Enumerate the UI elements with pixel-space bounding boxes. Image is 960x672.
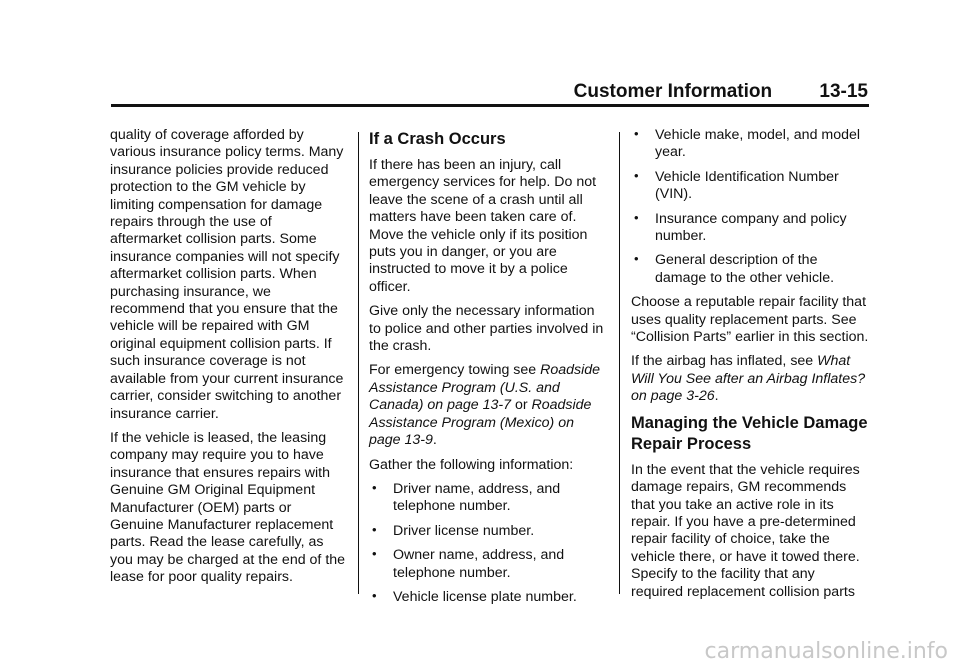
bullet-icon: • — [634, 209, 639, 225]
bullet-icon: • — [634, 126, 639, 141]
page-number: 13-15 — [819, 81, 868, 102]
list-item-text: General description of the damage to the other vehicle. — [655, 252, 835, 286]
watermark: carmanualsonline.info — [704, 639, 948, 664]
bullet-icon: • — [372, 587, 377, 603]
paragraph: If there has been an injury, call emergency services for help. Do not leave the scene of a crash until all matters have been taken care of. Move the vehicle only if its position puts you in danger, or you are instructed to move it by a police officer. — [369, 157, 597, 295]
bullet-list — [631, 127, 869, 287]
text: . — [432, 432, 437, 449]
list-item — [631, 252, 869, 287]
paragraph-towing — [369, 362, 607, 449]
list-item-text: Vehicle make, model, and model year. — [655, 127, 861, 161]
paragraph: Give only the necessary information to police and other parties involved in the crash. — [369, 303, 604, 355]
paragraph: quality of coverage afforded by various insurance policy terms. Many insurance policies provide reduced protection to the GM vehicle by limiting compensation for damage repairs through the use of aftermarket collision parts. Some insurance companies will not specify aftermarket collision parts. When purchasing insurance, we recommend that you ensure that the vehicle will be repaired with GM original equipment collision parts. If such insurance coverage is not available from your current insurance carrier, consider switching to another insurance carrier. — [110, 127, 344, 422]
text: . — [714, 388, 719, 405]
bullet-icon: • — [372, 521, 377, 537]
list-item-text: Driver license number. — [393, 522, 535, 539]
section-title: Customer Information — [573, 81, 773, 102]
paragraph: Choose a reputable repair facility that uses quality replacement parts. See “Collision Parts” earlier in this section. — [631, 294, 869, 346]
list-item-text: Insurance company and policy number. — [655, 210, 847, 245]
bullet-icon: • — [372, 546, 377, 562]
list-item-text: Owner name, address, and telephone number. — [393, 547, 565, 581]
text: For emergency towing see — [369, 362, 541, 379]
text: If the airbag has inflated, see — [631, 353, 818, 370]
list-item — [631, 211, 869, 246]
column-3 — [631, 127, 869, 608]
section-heading: If a Crash Occurs — [369, 130, 506, 148]
list-item — [369, 589, 607, 606]
bullet-icon: • — [372, 479, 377, 495]
paragraph: In the event that the vehicle requires damage repairs, GM recommends that you take an active role in its repair. If you have a pre-determined repair facility of choice, take the vehicle there, or have it towed there. Specify to the facility that any required replacement collision parts — [631, 461, 860, 600]
column-divider-1 — [358, 132, 359, 594]
column-2 — [369, 129, 607, 613]
cross-reference-link[interactable]: Roadside Assistance Program (Mexico) on page 13-9 — [369, 397, 592, 449]
column-1 — [110, 127, 346, 594]
cross-reference-link[interactable]: Roadside Assistance Program (U.S. and Canada) on page 13-7 — [369, 362, 601, 414]
list-item — [369, 481, 607, 516]
paragraph-airbag — [631, 353, 869, 405]
list-item — [631, 127, 869, 162]
paragraph: If the vehicle is leased, the leasing company may require you to have insurance that ensures repairs with Genuine GM Original Equipment Manufacturer (OEM) parts or Genuine Manufacturer replacement parts. Read the lease carefully, as you may be charged at the end of the lease for poor quality repairs. — [110, 429, 346, 586]
page-header — [0, 80, 868, 104]
bullet-icon: • — [634, 167, 639, 183]
list-item-text: Vehicle license plate number. — [393, 588, 577, 605]
text: or — [511, 397, 532, 414]
list-item-text: Vehicle Identification Number (VIN). — [655, 168, 839, 203]
bullet-list — [369, 481, 607, 606]
list-item — [369, 547, 607, 582]
list-item-text: Driver name, address, and telephone number. — [393, 480, 561, 515]
cross-reference-link[interactable]: What Will You See after an Airbag Inflates? on page 3-26 — [631, 353, 866, 405]
column-divider-2 — [619, 132, 620, 594]
bullet-icon: • — [634, 251, 639, 267]
section-heading: Managing the Vehicle Damage Repair Process — [631, 413, 868, 453]
list-item — [631, 169, 869, 204]
header-rule — [111, 104, 869, 107]
paragraph: Gather the following information: — [369, 456, 574, 473]
list-item — [369, 523, 607, 540]
